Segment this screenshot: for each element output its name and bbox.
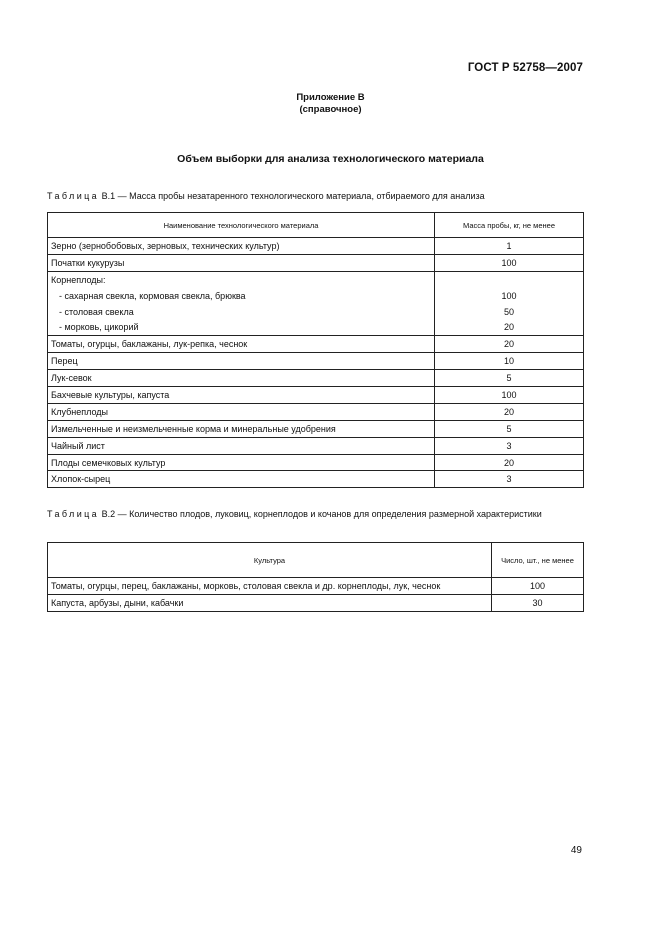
table-row (48, 420, 584, 437)
table-row (48, 437, 584, 454)
cell-mass: 5 (435, 420, 584, 437)
appendix-subtitle: (справочное) (299, 104, 362, 115)
cell-count: 100 (492, 578, 584, 595)
cell-mass: 1 (435, 238, 584, 255)
cell-material: - морковь, цикорий (48, 319, 435, 335)
cell-crop: Капуста, арбузы, дыни, кабачки (48, 595, 492, 612)
table-row (48, 387, 584, 404)
cell-crop: Томаты, огурцы, перец, баклажаны, морковь, столовая свекла и др. корнеплоды, лук, чеснок (48, 578, 492, 595)
section-title: Объем выборки для анализа технологического материала (177, 153, 484, 165)
cell-mass: 100 (435, 288, 584, 304)
cell-material: Плоды семечковых культур (48, 454, 435, 471)
cell-mass: 20 (435, 319, 584, 335)
table1-caption-label: Таблица (47, 191, 100, 201)
table-row (48, 271, 584, 287)
cell-material: Зерно (зернобобовых, зерновых, технических культур) (48, 238, 435, 255)
cell-count: 30 (492, 595, 584, 612)
cell-material: - сахарная свекла, кормовая свекла, брюква (48, 288, 435, 304)
table1-caption-text: В.1 — Масса пробы незатаренного технологического материала, отбираемого для анализа (101, 191, 485, 201)
cell-material: Початки кукурузы (48, 254, 435, 271)
table-row (48, 471, 584, 488)
cell-material: Корнеплоды: (48, 271, 435, 287)
table-header-row (48, 543, 584, 578)
cell-material: Чайный лист (48, 437, 435, 454)
table-header-row (48, 213, 584, 238)
cell-material: Клубнеплоды (48, 403, 435, 420)
fruit-count-table (47, 542, 584, 612)
cell-material: Томаты, огурцы, баклажаны, лук-репка, чеснок (48, 336, 435, 353)
table-row (48, 370, 584, 387)
cell-mass: 100 (435, 387, 584, 404)
cell-material: Хлопок-сырец (48, 471, 435, 488)
appendix-title: Приложение В (296, 92, 365, 103)
table-row (48, 319, 584, 335)
cell-mass: 3 (435, 437, 584, 454)
cell-mass: 10 (435, 353, 584, 370)
cell-material: - столовая свекла (48, 304, 435, 320)
column-header-material: Наименование технологического материала (48, 213, 435, 238)
cell-mass (435, 271, 584, 287)
table-row (48, 254, 584, 271)
table-row (48, 336, 584, 353)
table1-caption (47, 189, 607, 203)
cell-material: Лук-севок (48, 370, 435, 387)
column-header-count: Число, шт., не менее (492, 543, 584, 578)
cell-mass: 20 (435, 454, 584, 471)
cell-material: Измельченные и неизмельченные корма и минеральные удобрения (48, 420, 435, 437)
table2-caption-text: В.2 — Количество плодов, луковиц, корнеплодов и кочанов для определения размерной характеристики (101, 509, 542, 519)
column-header-crop: Культура (48, 543, 492, 578)
column-header-mass: Масса пробы, кг, не менее (435, 213, 584, 238)
cell-mass: 3 (435, 471, 584, 488)
table-row (48, 304, 584, 320)
appendix-heading (0, 92, 661, 116)
table2-caption (47, 507, 582, 521)
cell-material: Перец (48, 353, 435, 370)
cell-mass: 20 (435, 336, 584, 353)
table-row (48, 595, 584, 612)
page-number: 49 (570, 845, 582, 856)
cell-mass: 100 (435, 254, 584, 271)
table-row (48, 238, 584, 255)
table-row (48, 454, 584, 471)
sample-mass-table (47, 212, 584, 488)
table-row (48, 403, 584, 420)
cell-mass: 20 (435, 403, 584, 420)
table-row (48, 353, 584, 370)
table-row (48, 288, 584, 304)
table-row (48, 578, 584, 595)
cell-material: Бахчевые культуры, капуста (48, 387, 435, 404)
document-code: ГОСТ Р 52758—2007 (467, 62, 583, 74)
table2-caption-label: Таблица (47, 509, 100, 519)
cell-mass: 5 (435, 370, 584, 387)
cell-mass: 50 (435, 304, 584, 320)
